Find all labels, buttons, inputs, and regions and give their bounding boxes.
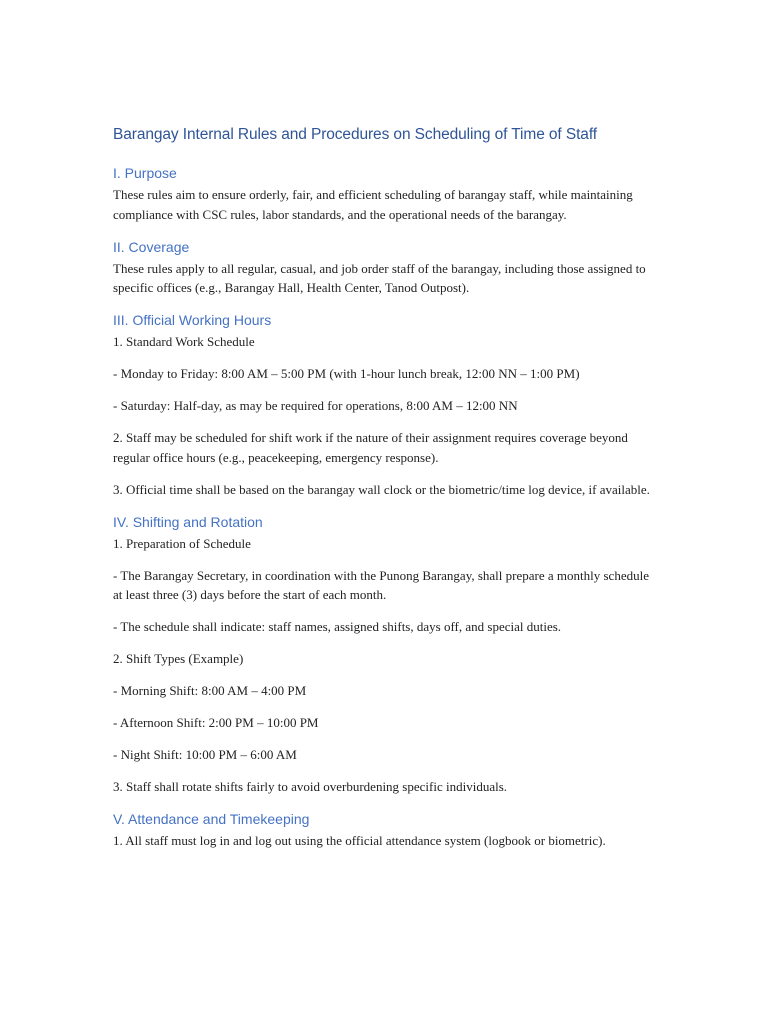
paragraph: - The schedule shall indicate: staff names, assigned shifts, days off, and special duties.: [113, 619, 562, 634]
paragraph: These rules apply to all regular, casual, and job order staff of the barangay, including those assigned to specific offices (e.g., Barangay Hall, Health Center, Tanod Outpost).: [113, 260, 646, 295]
paragraph: These rules aim to ensure orderly, fair, and efficient scheduling of barangay staff, while maintaining compliance with CSC rules, labor standards, and the operational needs of the barangay.: [113, 187, 633, 222]
section-official-working-hours: [113, 310, 658, 499]
document-body: [113, 124, 658, 863]
section-heading: II. Coverage: [113, 238, 190, 255]
document-title: Barangay Internal Rules and Procedures on Scheduling of Time of Staff: [113, 126, 597, 143]
section-heading: I. Purpose: [113, 165, 177, 181]
section-coverage: [113, 237, 658, 298]
paragraph: - Morning Shift: 8:00 AM – 4:00 PM: [113, 683, 307, 698]
paragraph: - The Barangay Secretary, in coordination with the Punong Barangay, shall prepare a monthly schedule at least three (3) days before the start of each month.: [113, 567, 649, 602]
paragraph: - Saturday: Half-day, as may be required for operations, 8:00 AM – 12:00 NN: [113, 398, 518, 413]
paragraph: 3. Official time shall be based on the barangay wall clock or the biometric/time log device, if available.: [113, 481, 650, 497]
section-shifting-and-rotation: [113, 512, 658, 797]
section-heading: III. Official Working Hours: [113, 312, 272, 328]
paragraph: - Monday to Friday: 8:00 AM – 5:00 PM (with 1-hour lunch break, 12:00 NN – 1:00 PM): [113, 366, 580, 381]
paragraph: 1. Standard Work Schedule: [113, 334, 255, 349]
paragraph: 1. Preparation of Schedule: [113, 535, 251, 551]
section-heading: V. Attendance and Timekeeping: [113, 811, 310, 827]
paragraph: - Night Shift: 10:00 PM – 6:00 AM: [113, 747, 297, 762]
paragraph: 1. All staff must log in and log out using the official attendance system (logbook or biometric).: [113, 833, 606, 848]
paragraph: 3. Staff shall rotate shifts fairly to avoid overburdening specific individuals.: [113, 779, 508, 794]
section-attendance-and-timekeeping: [113, 809, 658, 851]
section-heading: IV. Shifting and Rotation: [113, 513, 263, 530]
paragraph: 2. Staff may be scheduled for shift work if the nature of their assignment requires coverage beyond regular office hours (e.g., peacekeeping, emergency response).: [113, 430, 628, 465]
paragraph: 2. Shift Types (Example): [113, 651, 244, 666]
section-purpose: [113, 163, 658, 224]
paragraph: - Afternoon Shift: 2:00 PM – 10:00 PM: [113, 715, 319, 730]
